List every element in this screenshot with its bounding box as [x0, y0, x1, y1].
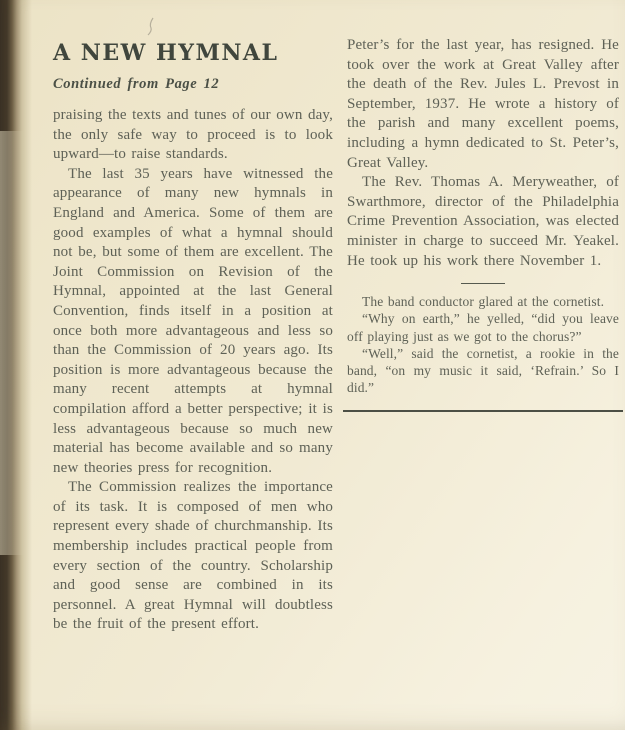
filler-paragraph-2: “Why on earth,” he yelled, “did you leave off playing just as we got to the chorus?” — [347, 311, 619, 344]
filler-paragraph-1: The band conductor glared at the cornetist. — [362, 294, 605, 310]
left-paragraph-3: The Commission realizes the importance of its task. It is composed of men who represent every shade of churchmanship. Its membership includes practical people from every section of the country. Scholarship and good sense are combined in its personnel. A great Hymnal will doubtless be the fruit of the present effort. — [53, 479, 333, 633]
right-column — [347, 0, 619, 635]
filler-paragraph-3: “Well,” said the cornetist, a rookie in the band, “on my music it said, ‘Refrain.’ So I did.” — [347, 345, 619, 396]
two-column-layout — [53, 0, 619, 635]
binding-gutter-shadow — [0, 0, 34, 730]
left-column — [53, 0, 333, 635]
right-paragraph-2: The Rev. Thomas A. Meryweather, of Swarthmore, director of the Philadelphia Crime Prevention Association, was elected minister in charge to succeed Mr. Yeakel. He took up his work there November 1. — [347, 174, 619, 269]
article-title: A NEW HYMNAL — [53, 40, 279, 66]
column-bottom-rule — [343, 410, 623, 412]
left-paragraph-2: The last 35 years have witnessed the appearance of many new hymnals in England and America. Some of them are good examples of what a hymnal should not be, but some of them are excellent. The Joint Commission on Revision of the Hymnal, appointed at the last General Convention, finds itself in a position at once both more advantageous and less so than the Commission of 20 years ago. Its position is more advantageous because the many recent attempts at hymnal compilation afford a better perspective; it is less advantageous because so much new material has become available and so many new theories press for recognition. — [53, 165, 333, 476]
continued-from-note: Continued from Page 12 — [53, 76, 220, 92]
right-paragraph-1: Peter’s for the last year, has resigned. He took over the work at Great Valley after the death of the Rev. Jules L. Prevost in September, 1937. He wrote a history of the parish and many excellent poems, including a hymn dedicated to St. Peter’s, Great Valley. — [347, 37, 619, 171]
section-divider-rule — [461, 283, 505, 284]
left-paragraph-1: praising the texts and tunes of our own day, the only safe way to proceed is to look upward—to raise standards. — [53, 107, 333, 163]
